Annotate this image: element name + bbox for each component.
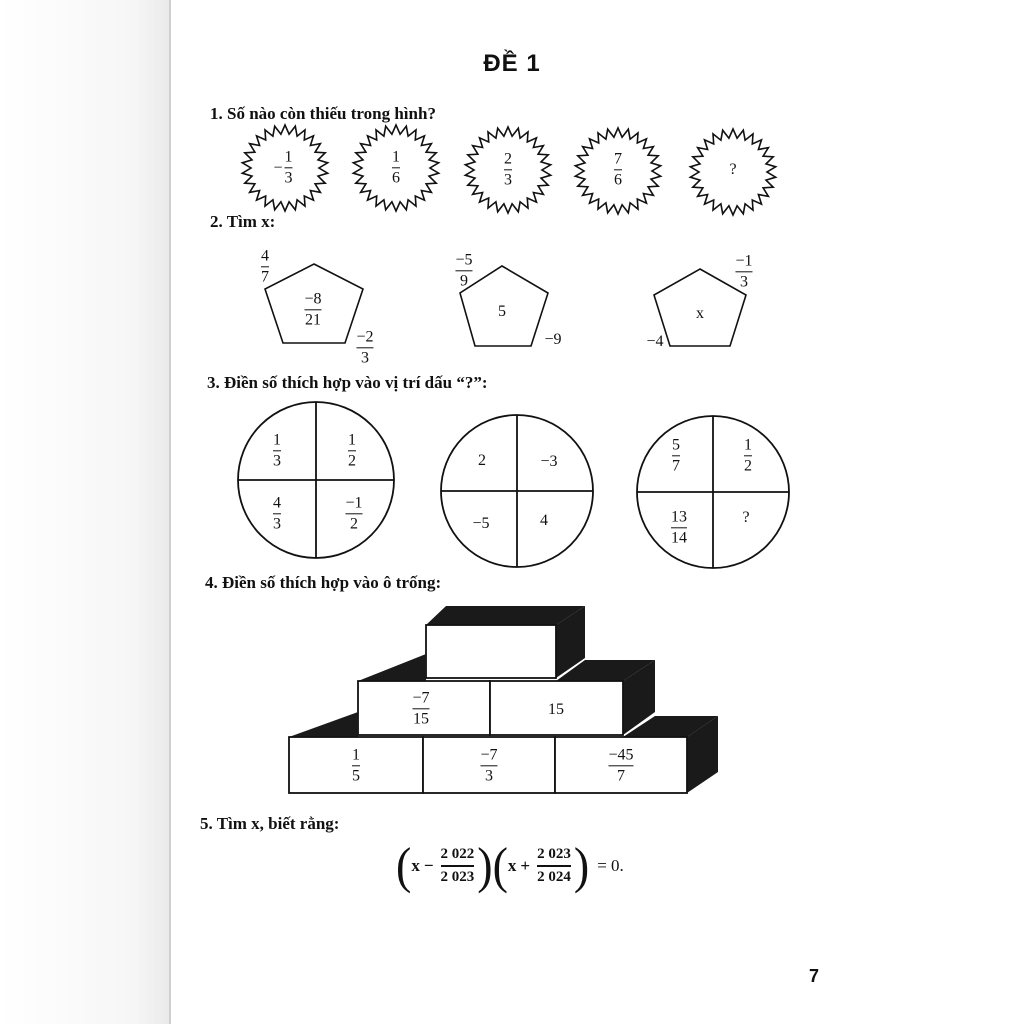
close-paren-1: ) (477, 837, 493, 894)
brick-middle-left-value: −7 15 (412, 689, 430, 728)
eq-x-2: x (507, 856, 517, 875)
pentagon-1-center: −8 21 (304, 290, 322, 329)
brick-bottom-left-value: 1 5 (352, 746, 360, 785)
pentagon-3-center: x (696, 305, 704, 322)
brick-top (426, 625, 556, 678)
circle-2-bottom-right: 4 (540, 512, 548, 529)
circle-1-top-right: 1 2 (348, 431, 356, 470)
pentagon-3-bottom-left: −4 (646, 333, 664, 350)
question-3-label: 3. Điền số thích hợp vào vị trí dấu “?”: (207, 373, 488, 392)
q1-value-5-missing: ? (729, 161, 737, 178)
eq-fraction-1: 2 022 2 023 (440, 846, 475, 885)
open-paren-1: ( (396, 837, 412, 894)
q5-equation (396, 837, 624, 894)
q1-value-2: 1 6 (392, 148, 400, 187)
circle-3-bottom-left: 13 14 (671, 508, 687, 547)
circle-2-top-right: −3 (540, 453, 558, 470)
pentagon-1-top-left: 4 7 (261, 247, 269, 286)
q1-value-4: 7 6 (614, 150, 622, 189)
pentagon-2-center: 5 (498, 303, 506, 320)
eq-rhs: = 0. (597, 856, 624, 875)
q1-value-1: − 1 3 (273, 148, 293, 187)
circle-3-bottom-right-missing: ? (742, 509, 750, 526)
eq-fraction-2: 2 023 2 024 (537, 846, 571, 885)
circle-3-top-right: 1 2 (744, 436, 752, 475)
open-paren-2: ( (492, 837, 508, 894)
circle-1-top-left: 1 3 (273, 431, 281, 470)
pentagon-1-bottom-right: −2 3 (356, 328, 374, 367)
page-number: 7 (808, 966, 819, 986)
question-1-label: 1. Số nào còn thiếu trong hình? (210, 104, 436, 123)
question-5-label: 5. Tìm x, biết rằng: (200, 814, 340, 833)
eq-minus: − (423, 856, 434, 875)
page-title: ĐỀ 1 (483, 50, 541, 77)
circle-1-bottom-left: 4 3 (273, 494, 281, 533)
question-4-label: 4. Điền số thích hợp vào ô trống: (205, 573, 442, 592)
q1-value-3: 2 3 (504, 150, 512, 189)
circle-2-top-left: 2 (478, 452, 486, 469)
brick-bottom-middle-value: −7 3 (480, 746, 498, 785)
eq-plus: + (520, 856, 531, 875)
circle-3-top-left: 5 7 (672, 436, 680, 475)
brick-bottom-right-value: −45 7 (608, 746, 634, 785)
pentagon-2-bottom-right: −9 (544, 331, 562, 348)
circle-1-bottom-right: −1 2 (345, 494, 363, 533)
eq-x-1: x (411, 856, 420, 875)
close-paren-2: ) (573, 837, 590, 894)
question-2-label: 2. Tìm x: (210, 212, 276, 231)
pentagon-3-top-right: −1 3 (735, 252, 753, 291)
brick-middle-right-value: 15 (548, 701, 564, 718)
circle-2-bottom-left: −5 (472, 515, 490, 532)
pentagon-2-top-left: −5 9 (455, 251, 473, 290)
